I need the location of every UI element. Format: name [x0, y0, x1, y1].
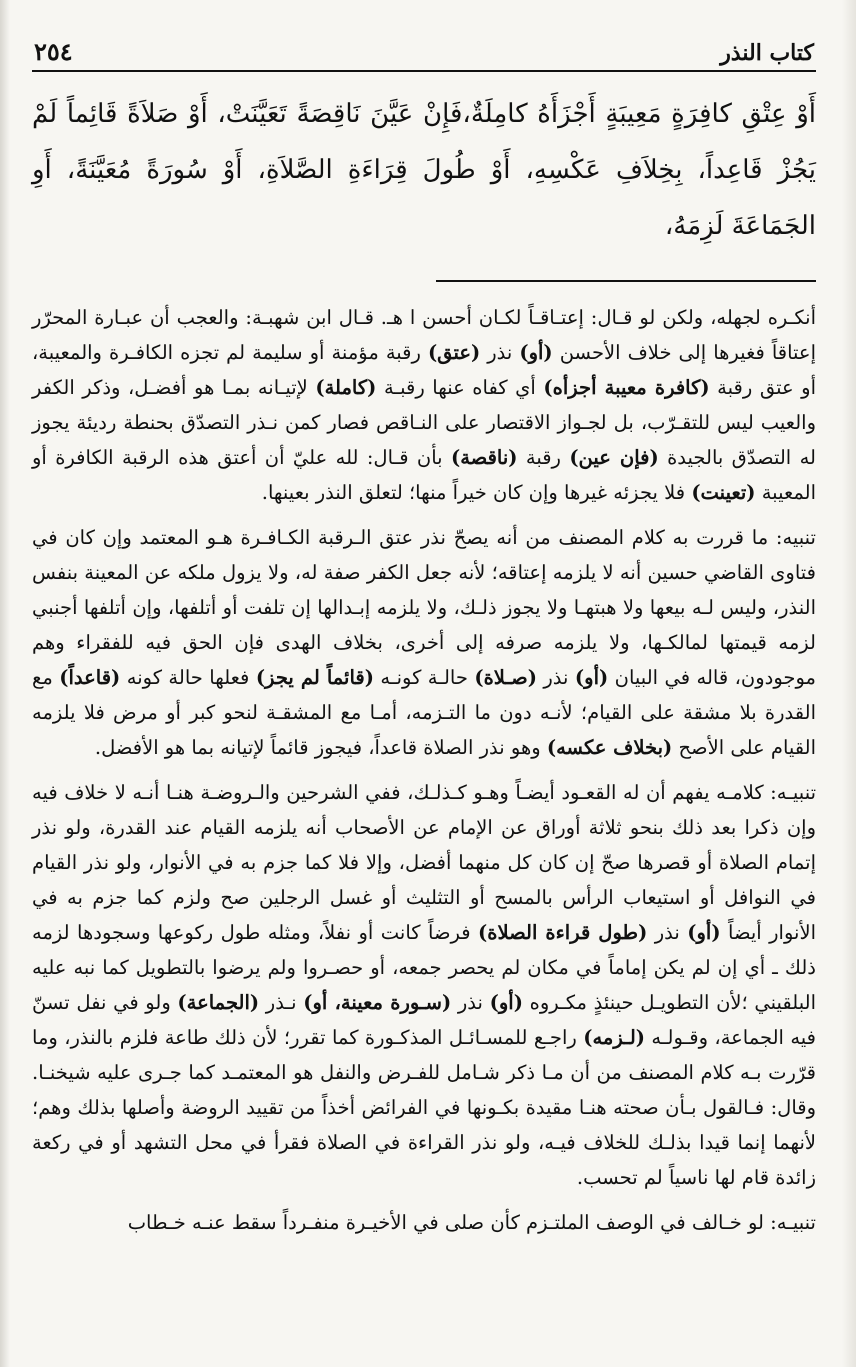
text-span: تنبيـه: لو خـالف في الوصف الملتـزم كأن صلى في الأخيـرة منفـرداً سقط عنـه خـطاب: [127, 1211, 816, 1234]
page-edge-right: [842, 0, 856, 1367]
running-title: كتاب النذر: [720, 40, 814, 66]
text-span: فعلها حالة كونه: [120, 666, 256, 689]
text-span: راجـع للمسـائـل المذكـورة كما تقرر؛ لأن ذلك طاعة فلزم بالنذر، وما قرّرت بـه كلام المصنف من أن مـا ذكر شـامل للفـرض والنفل هو المعتمـد كما جـرى عليه شيخنـا. وقال: فـالقول بـأن صحته هنـا مقيدة بكـونها في الفرائض أخذاً من تقييد الروضة وأصلها بذلك وهم؛ لأنهما إنما قيدا بذلـك للخلاف فيـه، ولو نذر القراءة في الصلاة فقرأ في محل التشهد أو في ركعة زائدة قام لها ناسياً لم تحسب.: [32, 1026, 816, 1189]
text-span: لإتيـانه بمـا هو أفضـل، وذكر الكفر والعيب ليس للتقـرّب، بل لجـواز الاقتصار على النـاقص فصار كمن نـذر التصدّق بحنطة رديئة يجوز له التصدّق بالجيدة: [32, 376, 816, 469]
text-span: فلا يجزئه غيرها وإن كان خيراً منها؛ لتعلق النذر بعينها.: [261, 481, 692, 504]
commentary-paragraph-1: [32, 300, 816, 510]
quoted-keyword: (سـورة معينة،: [327, 991, 452, 1014]
text-span: وهو نذر الصلاة قاعداً، فيجوز قائماً لإتيانه بما هو الأفضل.: [94, 736, 547, 759]
quoted-keyword: (أو): [687, 921, 721, 944]
quoted-keyword: (بخلاف عكسه): [546, 736, 673, 759]
quoted-keyword: (صـلاة): [474, 666, 537, 689]
text-span: نذر: [647, 921, 688, 944]
text-span: نذر: [451, 991, 490, 1014]
commentary: [32, 300, 816, 1240]
text-span: بأن قـال: لله عليّ أن أعتق هذه الرقبة الكافرة أو المعيبة: [32, 446, 816, 504]
text-span: نذر: [536, 666, 575, 689]
quoted-keyword: (فإن عين): [569, 446, 659, 469]
text-span: حالـة كونـه: [373, 666, 475, 689]
quoted-keyword: (عتق): [427, 341, 481, 364]
footnote-divider: [436, 280, 816, 282]
quoted-keyword: (تعينت): [691, 481, 756, 504]
text-span: ولو في نفل تسنّ فيه الجماعة، وقـولـه: [32, 991, 817, 1049]
text-span: أي كفاه عنها رقبـة: [376, 376, 544, 399]
text-span: فرضاً كانت أو نفلاً، ومثله طول ركوعها وسجودها لزمه ذلك ـ أي إن لم يكن إماماً في مكان لم يحصر جمعه، أو حصـروا ولم يرضوا بالتطويل كما نبه عليه البلقيني ؛لأن التطويـل حينئذٍ مكـروه: [32, 921, 816, 1014]
quoted-keyword: (لـزمه): [583, 1026, 645, 1049]
quoted-keyword: (قاعداً): [59, 666, 121, 689]
commentary-paragraph-4: [32, 1205, 816, 1240]
quoted-keyword: (الجماعة): [177, 991, 260, 1014]
quoted-keyword: (أو): [519, 341, 553, 364]
quoted-keyword: (أو): [489, 991, 523, 1014]
quoted-keyword: (ناقصة): [450, 446, 518, 469]
text-span: تنبيه: ما قررت به كلام المصنف من أنه يصحّ نذر عتق الـرقبة الكـافـرة هـو المعتمد وإن كان في فتاوى القاضي حسين أنه لا يلزمه إعتاقه؛ لأنه جعل الكفر صفة له، ولا يزول ملكه عن المعينة بنفس النذر، وليس لـه بيعها ولا هبتهـا ولا يجوز ذلـك، ولا يلزمه إبـدالها إن تلفت أو أتلفها، وإن أتلفها أجنبي لزمه قيمتها لمالكـها، ولا يلزمه صرفه إلى أخرى، بخلاف الهدى فإن الحق فيه للفقراء وهم موجودون، قاله في البيان: [32, 526, 816, 689]
page-number: ٢٥٤: [34, 37, 73, 66]
text-span: رقبة مؤمنة أو سليمة لم تجزه الكافـرة والمعيبة، أو عتق رقبة: [32, 341, 816, 399]
text-span: رقبة: [517, 446, 570, 469]
text-span: تنبيـه: كلامـه يفهم أن له القعـود أيضـاً وهـو كـذلـك، ففي الشرحين والـروضـة هنـا أنـه لا خلاف فيه وإن ذكرا بعد ذلك بنحو ثلاثة أوراق عن الإمام عن الأصحاب أنه يلزمه القيام عند القدرة، ولو نذر إتمام الصلاة أو قصرها صحّ إن كان كل منهما أفضل، وإلا فلا كما جزم به في الأنوار، ولو نذر القيام في النوافل أو استيعاب الرأس بالمسح أو التثليث أو غسل الرجلين صح ولزم كما جزم به في الأنوار أيضاً: [32, 781, 817, 944]
commentary-paragraph-2: [32, 520, 816, 765]
page-header: [32, 38, 816, 72]
page-edge-shadow: [0, 0, 10, 1367]
quoted-keyword: أو): [303, 991, 328, 1014]
quoted-keyword: (كافرة معيبة أجزأه): [543, 376, 710, 399]
quoted-keyword: (كاملة): [315, 376, 377, 399]
text-span: نذر: [480, 341, 520, 364]
quoted-keyword: (أو): [574, 666, 609, 689]
text-span: مع القدرة بلا مشقة على القيام؛ لأنـه دون ما التـزمه، أمـا مع المشقـة لنحو كبر أو مرض فلا يلزمه القيام على الأصح: [32, 666, 816, 759]
text-span: نـذر: [259, 991, 304, 1014]
matn-text: أَوْ عِتْقِ كافِرَةٍ مَعِيبَةٍ أَجْزَأَهُ كامِلَةٌ،فَإِنْ عَيَّنَ نَاقِصَةً تَعَيَّنَتْ، أَوْ صَلاَةً قَائِماً لَمْ يَجُزْ قَاعِداً، بِخِلاَفِ عَكْسِهِ، أَوْ طُولَ قِرَاءَةِ الصَّلاَةِ، أَوْ سُورَةً مُعَيَّنَةً، أَوِ الجَمَاعَةَ لَزِمَهُ،: [32, 99, 816, 241]
text-span: أنكـره لجهله، ولكن لو قـال: إعتـاقـاً لكـان أحسن ا هـ. قـال ابن شهبـة: والعجب أن عبـارة المحرّر إعتاقاً فغيرها إلى خلاف الأحسن: [32, 306, 816, 364]
quoted-keyword: (قائماً لم يجز): [255, 666, 374, 689]
quoted-keyword: (طول قراءة الصلاة): [478, 921, 648, 944]
commentary-paragraph-3: [32, 775, 816, 1195]
